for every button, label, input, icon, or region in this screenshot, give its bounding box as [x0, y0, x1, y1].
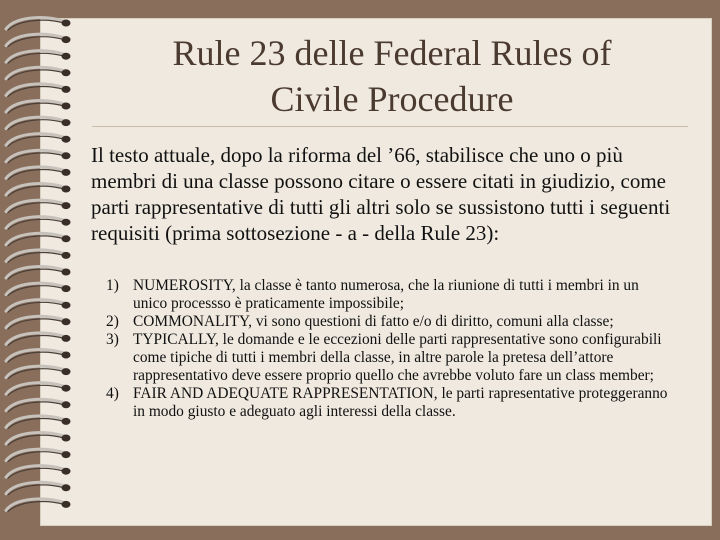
spiral-ring — [6, 333, 64, 344]
spiral-hole — [62, 235, 71, 242]
spiral-hole — [62, 418, 71, 425]
spiral-hole — [62, 53, 71, 60]
list-item-number: 3) — [106, 331, 119, 348]
spiral-ring — [6, 51, 64, 62]
spiral-ring — [6, 18, 64, 29]
list-item-number: 2) — [106, 313, 119, 330]
spiral-ring — [6, 84, 64, 95]
spiral-hole — [62, 136, 71, 143]
spiral-hole — [62, 86, 71, 93]
spiral-hole — [62, 103, 71, 110]
spiral-hole — [62, 318, 71, 325]
spiral-hole — [62, 252, 71, 259]
spiral-hole — [62, 401, 71, 408]
spiral-hole — [62, 451, 71, 458]
spiral-ring — [6, 350, 64, 361]
spiral-ring — [6, 267, 64, 278]
list-item — [106, 277, 676, 313]
title-line-2: Civile Procedure — [270, 79, 514, 119]
list-item-number: 1) — [106, 277, 119, 294]
spiral-hole — [62, 335, 71, 342]
spiral-ring — [6, 499, 64, 510]
spiral-ring — [6, 416, 64, 427]
list-item-text: NUMEROSITY, la classe è tanto numerosa, che la riunione di tutti i membri in un unico processso è praticamente impossibile; — [133, 277, 639, 312]
list-item-number: 4) — [106, 385, 119, 402]
spiral-ring — [6, 67, 64, 78]
spiral-ring — [6, 134, 64, 145]
spiral-ring — [6, 200, 64, 211]
spiral-ring — [6, 117, 64, 128]
spiral-ring — [6, 233, 64, 244]
spiral-ring — [6, 316, 64, 327]
list-item — [106, 385, 676, 421]
spiral-hole — [62, 468, 71, 475]
spiral-hole — [62, 169, 71, 176]
spiral-ring — [6, 433, 64, 444]
spiral-ring — [6, 250, 64, 261]
spiral-ring — [6, 150, 64, 161]
spiral-hole — [62, 385, 71, 392]
spiral-ring — [6, 383, 64, 394]
spiral-hole — [62, 69, 71, 76]
spiral-ring — [6, 184, 64, 195]
spiral-hole — [62, 501, 71, 508]
spiral-hole — [62, 20, 71, 27]
spiral-hole — [62, 269, 71, 276]
spiral-hole — [62, 219, 71, 226]
list-item — [106, 313, 676, 331]
spiral-hole — [62, 484, 71, 491]
spiral-hole — [62, 36, 71, 43]
spiral-ring — [6, 167, 64, 178]
list-item-text: TYPICALLY, le domande e le eccezioni delle parti rappresentative sono configurabili come tipiche di tutti i membri della classe, in altre parole la pretesa dell’attore rappresentativo deve essere proprio quello che avrebbe voluto fare un class member; — [133, 331, 662, 384]
spiral-hole — [62, 368, 71, 375]
spiral-hole — [62, 285, 71, 292]
spiral-hole — [62, 119, 71, 126]
spiral-ring — [6, 449, 64, 460]
title-line-1: Rule 23 delle Federal Rules of — [172, 33, 612, 73]
spiral-hole — [62, 302, 71, 309]
spiral-ring — [6, 366, 64, 377]
requirements-list — [106, 277, 676, 421]
spiral-ring — [6, 34, 64, 45]
spiral-ring — [6, 399, 64, 410]
spiral-ring — [6, 466, 64, 477]
list-item — [106, 331, 676, 385]
spiral-hole — [62, 202, 71, 209]
spiral-hole — [62, 435, 71, 442]
spiral-hole — [62, 352, 71, 359]
spiral-ring — [6, 482, 64, 493]
spiral-ring — [6, 300, 64, 311]
spiral-ring — [6, 101, 64, 112]
list-item-text: FAIR AND ADEQUATE RAPPRESENTATION, le parti rapresentative proteggeranno in modo giusto e adeguato agli interessi della classe. — [133, 385, 668, 420]
spiral-ring — [6, 217, 64, 228]
spiral-hole — [62, 152, 71, 159]
spiral-hole — [62, 186, 71, 193]
spiral-ring — [6, 283, 64, 294]
slide-title — [92, 30, 692, 122]
spiral-binding-icon — [0, 14, 84, 524]
title-divider — [92, 126, 688, 127]
list-item-text: COMMONALITY, vi sono questioni di fatto e/o di diritto, comuni alla classe; — [133, 313, 614, 330]
intro-paragraph: Il testo attuale, dopo la riforma del ’66, stabilisce che uno o più membri di una classe possono citare o essere citati in giudizio, come parti rappresentative di tutti gli altri solo se sussistono tutti i seguenti requisiti (prima sottosezione - a - della Rule 23): — [91, 143, 671, 245]
